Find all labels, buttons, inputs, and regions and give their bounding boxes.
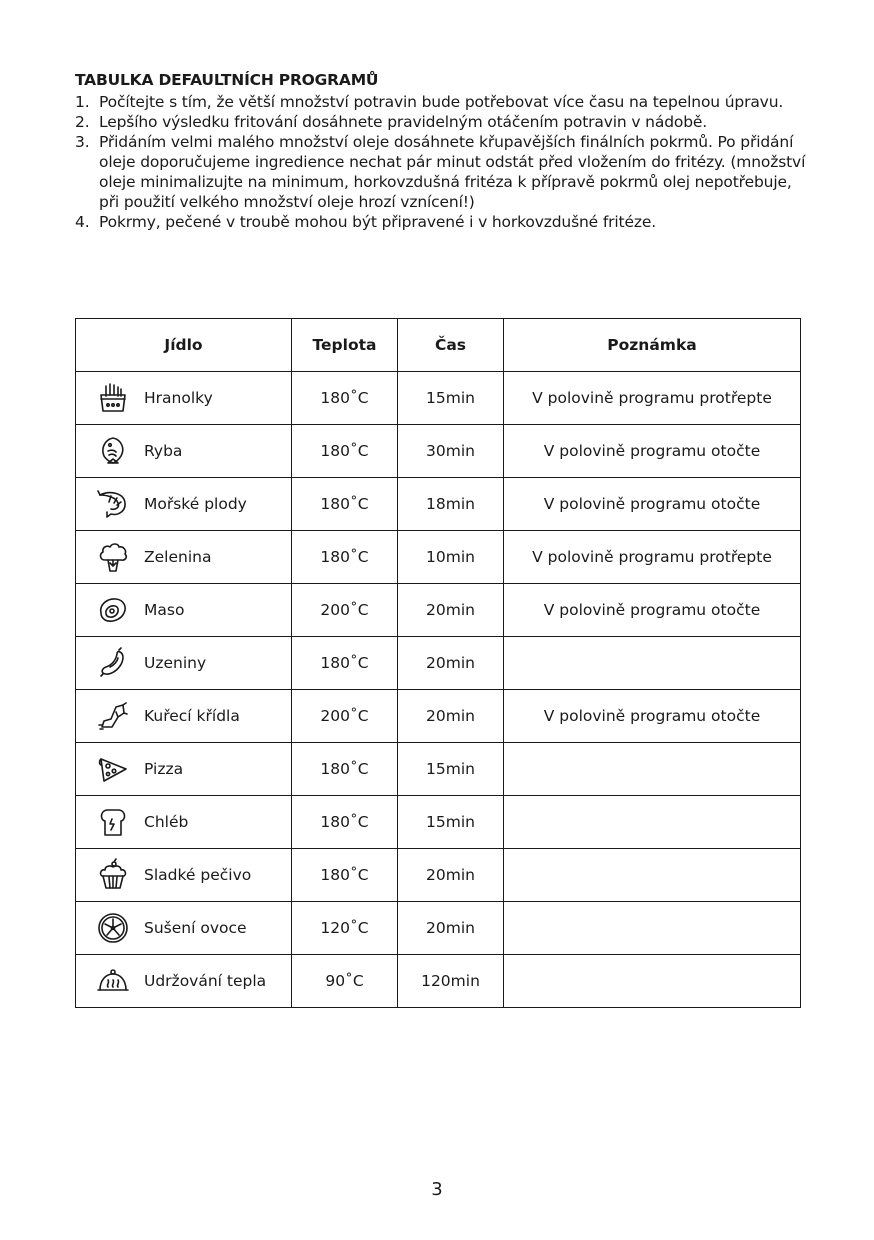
temperature-cell: 180˚C xyxy=(292,531,398,584)
time-cell: 15min xyxy=(398,796,504,849)
table-row xyxy=(76,425,801,478)
notes-list xyxy=(75,92,815,232)
table-row xyxy=(76,849,801,902)
cupcake-icon xyxy=(96,858,130,892)
note-cell: V polovině programu otočte xyxy=(504,425,801,478)
note-cell xyxy=(504,955,801,1008)
table-row xyxy=(76,690,801,743)
time-cell: 20min xyxy=(398,637,504,690)
food-name: Uzeniny xyxy=(144,654,207,672)
food-name: Chléb xyxy=(144,813,189,831)
temperature-cell: 180˚C xyxy=(292,637,398,690)
food-name: Udržování tepla xyxy=(144,972,267,990)
time-cell: 10min xyxy=(398,531,504,584)
time-cell: 20min xyxy=(398,902,504,955)
food-cell xyxy=(76,955,292,1008)
food-cell xyxy=(76,425,292,478)
food-name: Hranolky xyxy=(144,389,213,407)
note-cell: V polovině programu protřepte xyxy=(504,531,801,584)
time-cell: 30min xyxy=(398,425,504,478)
table-header-row xyxy=(76,319,801,372)
note-cell: V polovině programu protřepte xyxy=(504,372,801,425)
shrimp-icon xyxy=(96,487,130,521)
note-text: Počítejte s tím, že větší množství potravin bude potřebovat více času na tepelnou úpravu. xyxy=(99,93,784,111)
page-heading: TABULKA DEFAULTNÍCH PROGRAMŮ xyxy=(75,71,379,89)
table-row xyxy=(76,743,801,796)
note-text: Pokrmy, pečené v troubě mohou být připravené i v horkovzdušné fritéze. xyxy=(99,213,656,231)
table-row xyxy=(76,584,801,637)
table-row xyxy=(76,531,801,584)
food-cell xyxy=(76,637,292,690)
food-name: Ryba xyxy=(144,442,183,460)
food-name: Mořské plody xyxy=(144,495,247,513)
temperature-cell: 180˚C xyxy=(292,425,398,478)
time-cell: 120min xyxy=(398,955,504,1008)
food-cell xyxy=(76,372,292,425)
note-cell: V polovině programu otočte xyxy=(504,478,801,531)
time-cell: 20min xyxy=(398,690,504,743)
note-item xyxy=(75,132,815,212)
note-number: 4. xyxy=(75,213,90,231)
note-cell: V polovině programu otočte xyxy=(504,690,801,743)
table-row xyxy=(76,955,801,1008)
food-cell xyxy=(76,743,292,796)
note-number: 2. xyxy=(75,113,90,131)
fish-icon xyxy=(96,434,130,468)
steak-icon xyxy=(96,593,130,627)
note-cell xyxy=(504,849,801,902)
food-cell xyxy=(76,690,292,743)
note-cell xyxy=(504,796,801,849)
time-cell: 20min xyxy=(398,849,504,902)
header-time: Čas xyxy=(398,319,504,372)
pizza-icon xyxy=(96,752,130,786)
note-text: Lepšího výsledku fritování dosáhnete pravidelným otáčením potravin v nádobě. xyxy=(99,113,708,131)
header-temperature: Teplota xyxy=(292,319,398,372)
table-row xyxy=(76,902,801,955)
default-programs-table xyxy=(75,318,801,1008)
broccoli-icon xyxy=(96,540,130,574)
food-name: Maso xyxy=(144,601,185,619)
dried-fruit-icon xyxy=(96,911,130,945)
note-text: Přidáním velmi malého množství oleje dosáhnete křupavějších finálních pokrmů. Po přidání oleje doporučujeme ingredience nechat pár minut odstát před vložením do fritézy. (množství oleje minimalizujte na minimum, horkovzdušná fritéza k přípravě pokrmů olej nepotřebuje, při použití velkého množství oleje hrozí vznícení!) xyxy=(99,133,806,211)
food-name: Zelenina xyxy=(144,548,212,566)
food-name: Kuřecí křídla xyxy=(144,707,240,725)
temperature-cell: 180˚C xyxy=(292,743,398,796)
table-row xyxy=(76,637,801,690)
note-cell: V polovině programu otočte xyxy=(504,584,801,637)
table-row xyxy=(76,796,801,849)
header-note: Poznámka xyxy=(504,319,801,372)
time-cell: 15min xyxy=(398,372,504,425)
food-name: Sušení ovoce xyxy=(144,919,247,937)
time-cell: 18min xyxy=(398,478,504,531)
bread-icon xyxy=(96,805,130,839)
temperature-cell: 90˚C xyxy=(292,955,398,1008)
food-name: Pizza xyxy=(144,760,184,778)
temperature-cell: 120˚C xyxy=(292,902,398,955)
food-cell xyxy=(76,584,292,637)
note-item xyxy=(75,92,815,112)
table-row xyxy=(76,372,801,425)
temperature-cell: 200˚C xyxy=(292,584,398,637)
note-cell xyxy=(504,902,801,955)
food-cell xyxy=(76,478,292,531)
sausage-icon xyxy=(96,646,130,680)
note-cell xyxy=(504,637,801,690)
food-cell xyxy=(76,902,292,955)
time-cell: 15min xyxy=(398,743,504,796)
note-number: 3. xyxy=(75,133,90,151)
header-food: Jídlo xyxy=(76,319,292,372)
temperature-cell: 180˚C xyxy=(292,849,398,902)
food-cell xyxy=(76,531,292,584)
time-cell: 20min xyxy=(398,584,504,637)
chicken-wing-icon xyxy=(96,699,130,733)
food-cell xyxy=(76,796,292,849)
note-cell xyxy=(504,743,801,796)
note-item xyxy=(75,112,815,132)
temperature-cell: 180˚C xyxy=(292,478,398,531)
food-name: Sladké pečivo xyxy=(144,866,252,884)
note-number: 1. xyxy=(75,93,90,111)
temperature-cell: 180˚C xyxy=(292,796,398,849)
table-row xyxy=(76,478,801,531)
food-cell xyxy=(76,849,292,902)
temperature-cell: 200˚C xyxy=(292,690,398,743)
fries-icon xyxy=(96,381,130,415)
keep-warm-icon xyxy=(96,964,130,998)
note-item xyxy=(75,212,815,232)
temperature-cell: 180˚C xyxy=(292,372,398,425)
page-number: 3 xyxy=(431,1179,443,1200)
